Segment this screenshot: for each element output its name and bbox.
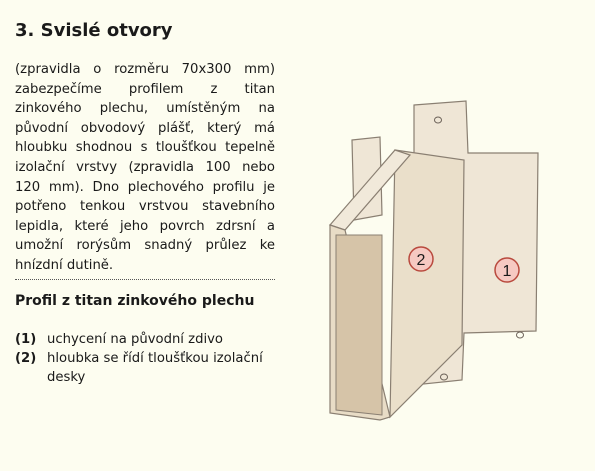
label-1-text: 1: [502, 263, 512, 280]
label-1-badge: [495, 258, 519, 282]
legend-item-text: hloubka se řídí tloušťkou izolační desky: [47, 351, 263, 385]
legend-item-text: uchycení na původní zdivo: [47, 332, 223, 347]
legend-item: [15, 349, 275, 387]
metal-profile-illustration: [320, 95, 555, 435]
legend-item-number: (1): [15, 332, 37, 347]
label-2-text: 2: [416, 252, 426, 269]
legend-item: [15, 330, 275, 349]
section-title: 3. Svislé otvory: [15, 20, 173, 41]
legend-title: Profil z titan zinkového plechu: [15, 293, 255, 309]
label-2-badge: [409, 247, 433, 271]
dotted-divider: [15, 279, 275, 280]
screw-hole: [517, 332, 524, 338]
box-opening: [336, 235, 382, 415]
legend-list: [15, 330, 275, 387]
legend-item-number: (2): [15, 351, 37, 366]
section-body: (zpravidla o rozměru 70x300 mm) zabezpečíme profilem z titan zinkového plechu, umístěným na původní obvodový plášť, který má hloubku shodnou s tloušťkou tepelně izolační vrstvy (zpravidla 100 nebo 120 mm). Dno plechového profilu je potřeno tenkou vrstvou stavebního lepidla, které jeho povrch zdrsní a umožní rorýsům snadný průlez ke hnízdní dutině.: [15, 62, 275, 273]
